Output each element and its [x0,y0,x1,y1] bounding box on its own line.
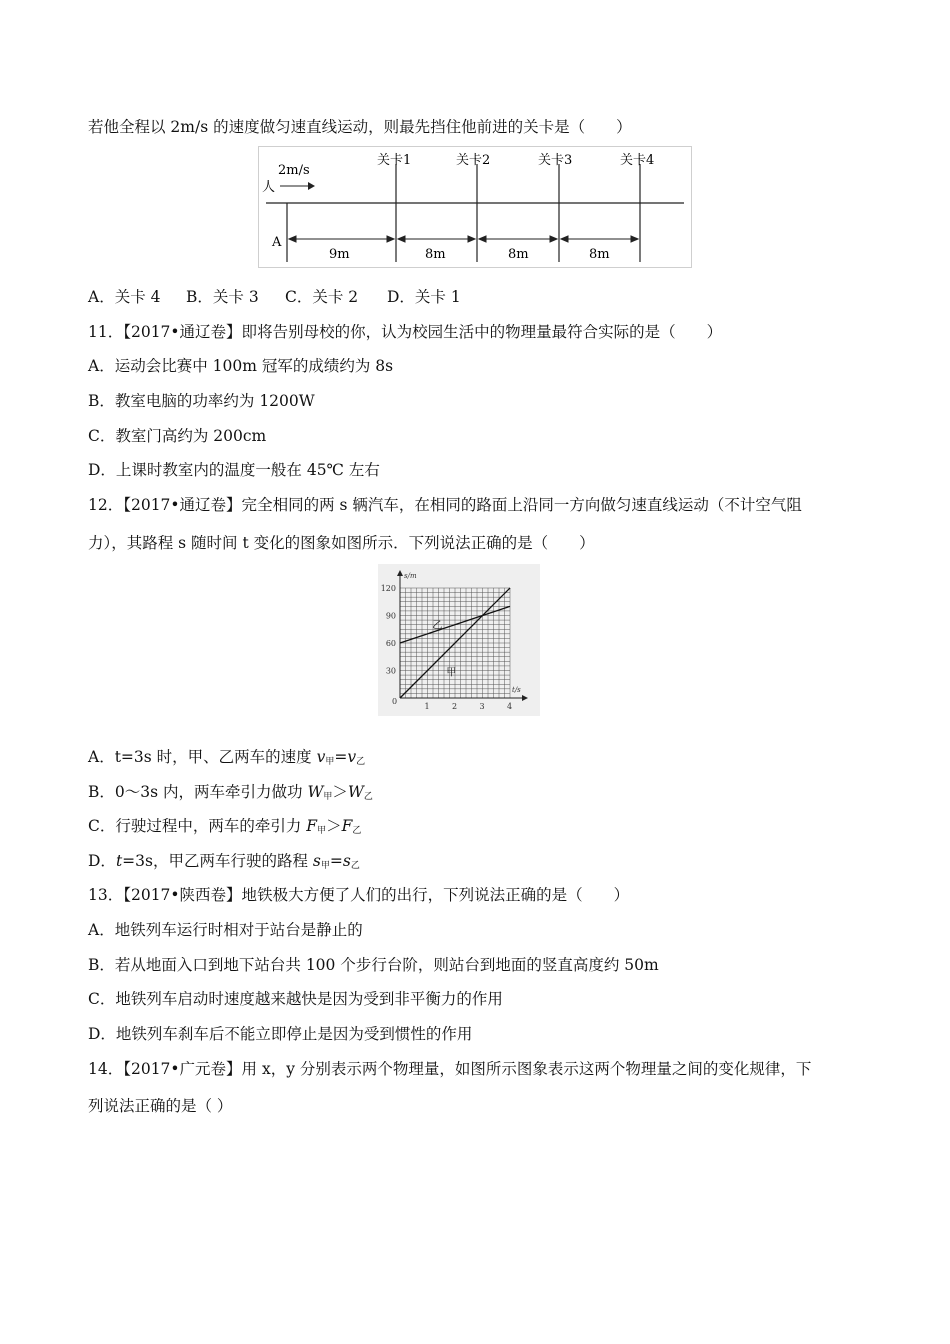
checkpoint-3-label: 关卡3 [538,153,573,168]
q12-option-b-text: B．0～3s 内，两车牵引力做功 [88,783,308,801]
checkpoint-4-label: 关卡4 [620,153,655,168]
q14-stem-line2: 列说法正确的是（ ） [88,1097,233,1115]
q13-option-b[interactable]: B．若从地面入口到地下站台共 100 个步行台阶，则站台到地面的竖直高度约 50m [88,956,659,974]
checkpoint-1-label: 关卡1 [377,153,412,168]
y-tick-label: 30 [385,666,396,676]
q12-d-time-var: t [115,852,123,870]
y-tick-label: 60 [385,639,396,648]
q12-b-var2: W [347,783,364,801]
x-tick-label: 2 [452,702,458,711]
q12-option-a[interactable] [88,746,365,773]
q12-a-var1: v [316,748,326,766]
q12-a-var2: v [347,748,357,766]
x-tick-label: 3 [479,702,485,711]
q12-d-var2: s [342,852,351,870]
q12-d-relation: = [329,852,343,870]
q12-option-d-text: D． [88,852,116,870]
q12-c-sub2: 乙 [352,826,362,836]
q12-a-sub2: 乙 [356,757,366,767]
q12-b-relation: ＞ [332,783,348,801]
q11-option-b[interactable]: B．教室电脑的功率约为 1200W [88,392,315,410]
y-tick-label: 120 [380,584,396,593]
x-tick-label: 1 [424,702,430,711]
q13-option-a[interactable]: A．地铁列车运行时相对于站台是静止的 [88,921,363,939]
series-label-2: 乙 [432,620,443,632]
distance-label-1: 9m [329,247,350,262]
checkpoint-diagram [258,146,692,268]
q12-b-var1: W [307,783,324,801]
q10-option-d[interactable]: D．关卡 1 [387,288,461,306]
person-label: 人 [262,180,276,195]
q10-option-b[interactable]: B．关卡 3 [186,288,259,306]
q11-option-d[interactable]: D．上课时教室内的温度一般在 45℃ 左右 [88,461,380,479]
speed-label: 2m/s [278,163,310,178]
q12-b-sub1: 甲 [323,792,333,802]
q12-stem-line2: 力），其路程 s 随时间 t 变化的图象如图所示．下列说法正确的是（ ） [88,534,595,552]
q12-d-text2: =3s，甲乙两车行驶的路程 [122,852,313,870]
q13-option-d[interactable]: D．地铁列车刹车后不能立即停止是因为受到惯性的作用 [88,1025,473,1043]
q12-d-sub2: 乙 [350,861,360,871]
q14-stem-line1: 14．【2017•广元卷】用 x，y 分别表示两个物理量，如图所示图象表示这两个物理量之间的变化规律，下 [88,1060,812,1078]
q12-b-sub2: 乙 [363,792,373,802]
y-axis-label: s/m [404,572,417,580]
q10-option-c[interactable]: C．关卡 2 [285,288,359,306]
q12-stem-line1: 12．【2017•通辽卷】完全相同的两 s 辆汽车，在相同的路面上沿同一方向做匀速直线运动（不计空气阻 [88,496,802,514]
q12-a-relation: = [334,748,348,766]
q12-option-c-text: C．行驶过程中，两车的牵引力 [88,817,307,835]
q12-c-relation: ＞ [326,817,342,835]
q12-a-sub1: 甲 [325,757,335,767]
q13-option-c[interactable]: C．地铁列车启动时速度越来越快是因为受到非平衡力的作用 [88,990,503,1008]
origin-label: 0 [392,697,398,706]
distance-label-4: 8m [589,247,610,262]
q11-option-a[interactable]: A．运动会比赛中 100m 冠军的成绩约为 8s [88,357,394,375]
q10-stem: 若他全程以 2m/s 的速度做匀速直线运动，则最先挡住他前进的关卡是（ ） [88,118,632,136]
start-label: A [272,235,282,250]
distance-label-3: 8m [508,247,529,262]
distance-label-2: 8m [425,247,446,262]
q10-option-a[interactable]: A．关卡 4 [88,288,161,306]
q10-options [88,286,461,308]
q13-stem: 13．【2017•陕西卷】地铁极大方便了人们的出行，下列说法正确的是（ ） [88,886,630,904]
q12-c-sub1: 甲 [317,826,327,836]
speed-arrow-head [308,182,315,190]
checkpoint-2-label: 关卡2 [456,153,491,168]
q12-d-var1: s [312,852,321,870]
y-tick-label: 90 [385,611,396,621]
q11-stem: 11．【2017•通辽卷】即将告别母校的你，认为校园生活中的物理量最符合实际的是（ ） [88,323,723,341]
q12-c-var2: F [341,817,353,835]
q11-option-c[interactable]: C．教室门高约为 200cm [88,427,267,445]
series-label-1: 甲 [446,667,457,679]
q12-option-a-text: A．t=3s 时，甲、乙两车的速度 [88,748,317,766]
q12-d-sub1: 甲 [320,861,330,871]
q12-option-b[interactable] [88,781,373,808]
s-t-chart [378,564,540,716]
x-axis-label: t/s [512,686,521,694]
q12-option-c[interactable] [88,815,361,842]
q12-option-d[interactable] [88,850,360,877]
x-tick-label: 4 [507,702,513,711]
q12-c-var1: F [306,817,318,835]
